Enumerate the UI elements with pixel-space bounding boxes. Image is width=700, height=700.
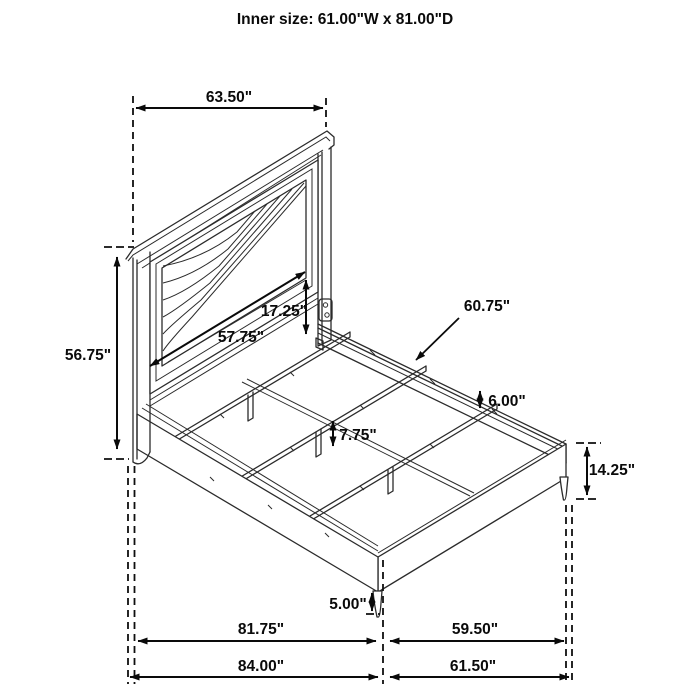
dim-label-corner-leg-height: 5.00" bbox=[329, 596, 367, 613]
dim-label-overall-width: 61.50" bbox=[449, 658, 497, 675]
dim-label-floor-to-rail-top: 14.25" bbox=[588, 462, 636, 479]
dim-corner-leg-height bbox=[329, 593, 372, 613]
dim-rail-face-height bbox=[480, 391, 526, 410]
footboard-corner-leg bbox=[560, 477, 568, 500]
dim-center-leg-height bbox=[333, 421, 377, 446]
dim-label-rail-length: 81.75" bbox=[237, 621, 285, 638]
dim-label-footboard-inner-width: 59.50" bbox=[451, 621, 499, 638]
bed-frame-drawing bbox=[126, 131, 568, 617]
center-leg-2 bbox=[316, 429, 321, 457]
dim-footboard-inner-width bbox=[390, 621, 564, 641]
dim-headboard-height bbox=[65, 257, 117, 449]
dim-label-panel-width: 57.75" bbox=[217, 329, 265, 346]
dim-label-panel-to-rail: 17.25" bbox=[260, 303, 308, 320]
front-corner-leg bbox=[373, 591, 382, 617]
headboard bbox=[126, 131, 334, 464]
dim-overall-length bbox=[130, 658, 378, 677]
dim-label-headboard-width: 63.50" bbox=[205, 89, 253, 106]
dim-slat-length bbox=[416, 298, 510, 360]
dim-rail-length bbox=[138, 621, 376, 641]
rail-bracket-icon bbox=[319, 299, 332, 321]
dim-label-overall-length: 84.00" bbox=[237, 658, 285, 675]
dim-floor-to-rail-top bbox=[587, 447, 635, 495]
dim-label-slat-length: 60.75" bbox=[463, 298, 511, 315]
dim-label-center-leg-height: 7.75" bbox=[339, 427, 377, 444]
dim-overall-width bbox=[390, 658, 569, 677]
dim-label-headboard-height: 56.75" bbox=[64, 347, 112, 364]
page-title: Inner size: 61.00"W x 81.00"D bbox=[236, 11, 454, 28]
dim-headboard-width bbox=[136, 89, 323, 108]
dim-label-rail-face-height: 6.00" bbox=[488, 393, 526, 410]
